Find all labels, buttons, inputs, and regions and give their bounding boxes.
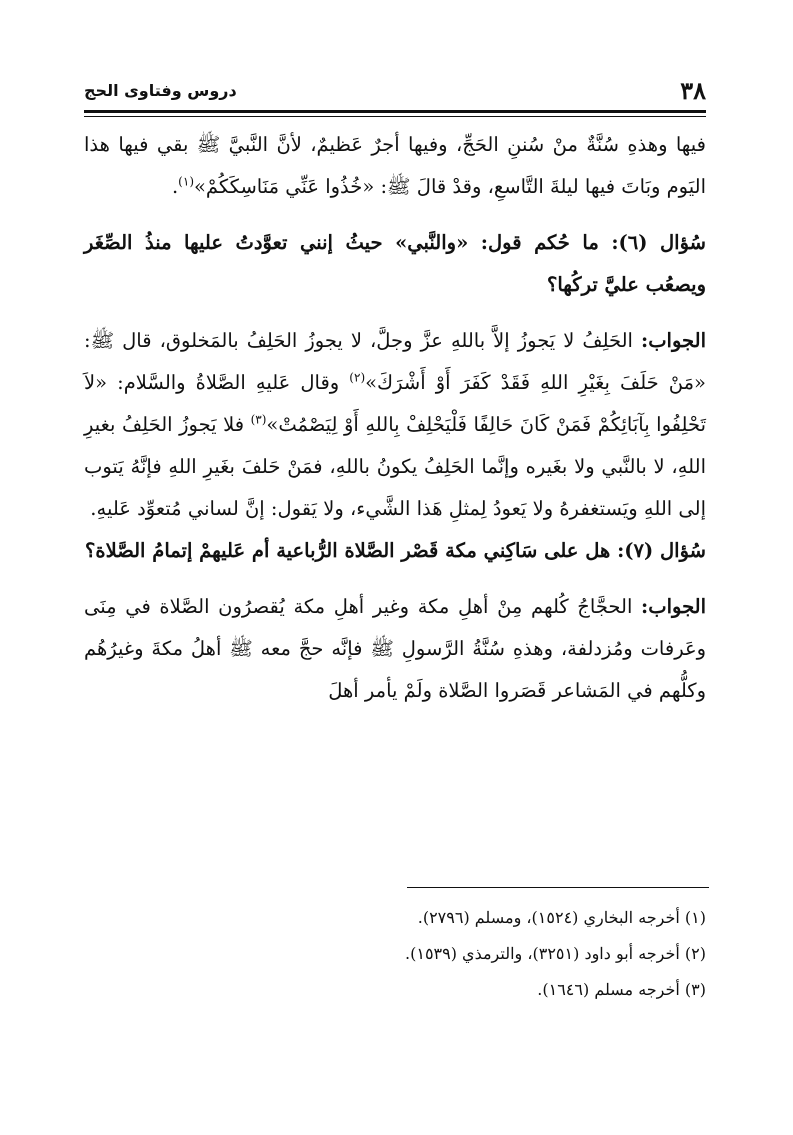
- question-6: [84, 222, 706, 306]
- footnote: (٣) أخرجه مسلم (١٦٤٦).: [537, 980, 706, 999]
- header-rule: [84, 110, 706, 113]
- question-text: هل على سَاكِني مكة قَصْر الصَّلاة الرُّباعية أم عَليهمْ إتمامُ الصَّلاة؟: [85, 539, 611, 562]
- paragraph-end: .: [171, 175, 179, 198]
- answer-label: الجواب:: [641, 329, 706, 352]
- paragraph-text: فيها وهذهِ سُنَّةٌ منْ سُننِ الحَجِّ، وفيها أجرٌ عَظيمٌ، لأنَّ النَّبيَّ ﷺ بقي فيها هذا اليَوم وبَاتَ فيها ليلةَ التَّاسعِ، وقدْ قالَ ﷺ: «خُذُوا عَنِّي مَنَاسِكَكُمْ»: [84, 133, 706, 198]
- header-rule-thin: [84, 116, 706, 117]
- footnote-separator: [407, 887, 709, 888]
- answer-6: [84, 320, 706, 530]
- page-number: ٣٨: [680, 76, 706, 105]
- answer-text: وقال عَليهِ الصَّلاةُ والسَّلام:: [117, 371, 340, 394]
- footnote-ref: (٢): [349, 370, 366, 385]
- footnote-ref: (٣): [250, 412, 267, 427]
- question-text: ما حُكم قول: «والنَّبي» حيثُ إنني تعوَّدتُ عليها منذُ الصِّغَر ويصعُب عليَّ تركُها؟: [84, 231, 706, 296]
- answer-text: الحجَّاجُ كُلهم مِنْ أهلِ مكة وغير أهلِ مكة يُقصرُون الصَّلاة في مِنَى وعَرفات ومُزدلفة، وهذهِ سُنَّةُ الرَّسولِ ﷺ فإنَّه حجَّ معه ﷺ أهلُ مكةَ وغيرُهُم وكلُّهم في المَشاعر قَصَروا الصَّلاة ولَمْ يأمر أهلَ: [84, 595, 706, 702]
- answer-text: فلا يَجوزُ الحَلِفُ بغيرِ اللهِ، لا بالنَّبي ولا بغَيره وإنَّما الحَلِفُ يكونُ باللهِ، فمَنْ حَلفَ بغَيرِ اللهِ فإنَّهُ يَتوب إلى اللهِ ويَستغفرهُ ولا يَعودُ لِمثلِ هَذا الشَّيء، ولا يَقول: إنَّ لساني مُتعوِّد عَليهِ.: [84, 413, 706, 520]
- book-title: دروس وفتاوى الحج: [84, 81, 237, 100]
- main-text: [84, 124, 706, 712]
- paragraph-continuation: [84, 124, 706, 208]
- answer-7: [84, 586, 706, 712]
- answer-text: الحَلِفُ لا يَجوزُ إلاَّ باللهِ عزَّ وجلَّ، لا يجوزُ الحَلِفُ بالمَخلوق، قال ﷺ:: [84, 329, 633, 352]
- question-7: [84, 530, 706, 572]
- hadith-quote: «مَنْ حَلَفَ بِغَيْرِ اللهِ فَقَدْ كَفَرَ أَوْ أَشْرَكَ»: [365, 371, 706, 394]
- question-label: سُؤال (٧):: [617, 539, 706, 562]
- running-header: [84, 76, 706, 106]
- footnote-ref: (١): [178, 174, 194, 189]
- footnotes: [84, 900, 706, 1008]
- hadith-quote: «لاَ تَحْلِفُوا بِآبَائِكُمْ فَمَنْ كَانَ حَالِفًا فَلْيَحْلِفْ بِاللهِ أَوْ لِيَصْمُتْ»: [84, 371, 706, 436]
- footnote: (٢) أخرجه أبو داود (٣٢٥١)، والترمذي (١٥٣٩).: [405, 944, 706, 963]
- footnote: (١) أخرجه البخاري (١٥٢٤)، ومسلم (٢٧٩٦).: [417, 908, 706, 927]
- answer-label: الجواب:: [641, 595, 707, 618]
- question-label: سُؤال (٦):: [611, 231, 706, 254]
